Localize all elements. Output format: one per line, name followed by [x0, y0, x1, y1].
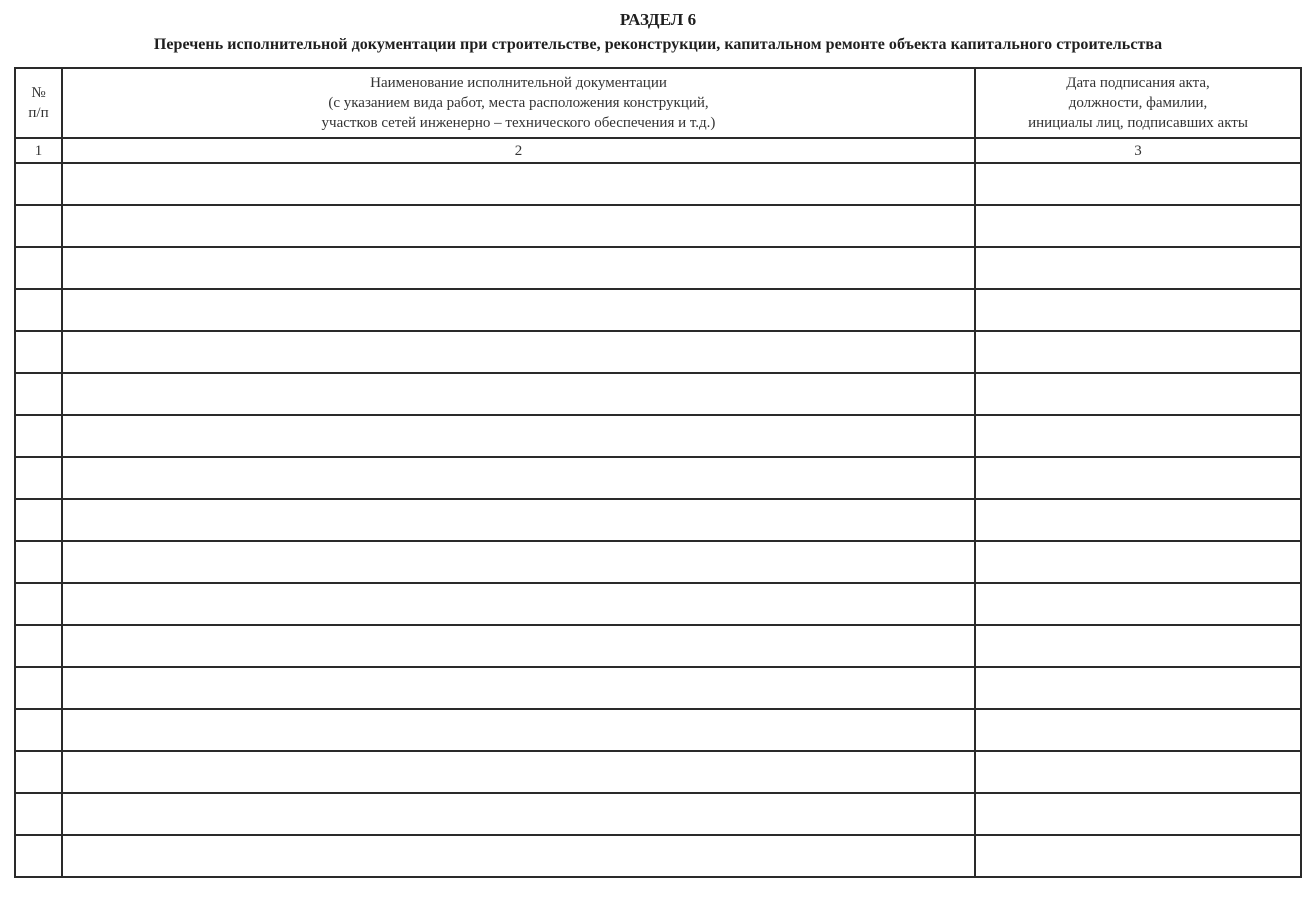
- row-doc-name-cell: [62, 205, 975, 247]
- row-sign-date-cell: [975, 541, 1301, 583]
- row-doc-name-cell: [62, 751, 975, 793]
- row-doc-name-cell: [62, 625, 975, 667]
- row-sign-date-cell: [975, 751, 1301, 793]
- table-row: [15, 247, 1301, 289]
- row-doc-name-cell: [62, 499, 975, 541]
- header-doc-name-line: (с указанием вида работ, места расположения конструкций,: [328, 95, 709, 111]
- row-doc-name-cell: [62, 247, 975, 289]
- row-number-cell: [15, 541, 62, 583]
- header-sign-date-line: Дата подписания акта,: [1066, 75, 1210, 91]
- row-doc-name-cell: [62, 583, 975, 625]
- row-doc-name-cell: [62, 415, 975, 457]
- row-sign-date-cell: [975, 457, 1301, 499]
- table-row: [15, 457, 1301, 499]
- header-number: [15, 68, 62, 138]
- row-number-cell: [15, 289, 62, 331]
- row-number-cell: [15, 415, 62, 457]
- row-number-cell: [15, 709, 62, 751]
- table-row: [15, 163, 1301, 205]
- column-number: 1: [15, 138, 62, 163]
- row-doc-name-cell: [62, 541, 975, 583]
- header-sign-date-line: должности, фамилии,: [1068, 95, 1208, 111]
- table-row: [15, 625, 1301, 667]
- row-doc-name-cell: [62, 793, 975, 835]
- row-number-cell: [15, 331, 62, 373]
- table-row: [15, 499, 1301, 541]
- row-doc-name-cell: [62, 373, 975, 415]
- row-sign-date-cell: [975, 289, 1301, 331]
- row-number-cell: [15, 163, 62, 205]
- row-sign-date-cell: [975, 667, 1301, 709]
- row-number-cell: [15, 625, 62, 667]
- section-title: Перечень исполнительной документации при строительстве, реконструкции, капитальном ремонте объекта капитального строительства: [153, 36, 1163, 53]
- documentation-table: [14, 67, 1302, 878]
- row-number-cell: [15, 583, 62, 625]
- row-sign-date-cell: [975, 205, 1301, 247]
- table-row: [15, 205, 1301, 247]
- column-number-row: [15, 138, 1301, 163]
- column-number: 3: [975, 138, 1301, 163]
- row-number-cell: [15, 793, 62, 835]
- row-number-cell: [15, 499, 62, 541]
- header-sign-date: [975, 68, 1301, 138]
- row-number-cell: [15, 373, 62, 415]
- row-sign-date-cell: [975, 247, 1301, 289]
- table-row: [15, 289, 1301, 331]
- row-number-cell: [15, 835, 62, 877]
- row-sign-date-cell: [975, 163, 1301, 205]
- table-row: [15, 415, 1301, 457]
- header-doc-name: [62, 68, 975, 138]
- table-row: [15, 751, 1301, 793]
- row-sign-date-cell: [975, 793, 1301, 835]
- row-doc-name-cell: [62, 331, 975, 373]
- table-row: [15, 709, 1301, 751]
- row-doc-name-cell: [62, 835, 975, 877]
- row-number-cell: [15, 751, 62, 793]
- table-header-row: [15, 68, 1301, 138]
- section-number: РАЗДЕЛ 6: [619, 10, 697, 29]
- row-sign-date-cell: [975, 415, 1301, 457]
- row-sign-date-cell: [975, 583, 1301, 625]
- table-row: [15, 667, 1301, 709]
- row-doc-name-cell: [62, 163, 975, 205]
- table-row: [15, 331, 1301, 373]
- table-row: [15, 793, 1301, 835]
- column-number: 2: [62, 138, 975, 163]
- table-row: [15, 541, 1301, 583]
- row-sign-date-cell: [975, 625, 1301, 667]
- header-number-line: №: [31, 85, 46, 101]
- row-sign-date-cell: [975, 331, 1301, 373]
- row-sign-date-cell: [975, 709, 1301, 751]
- header-doc-name-line: участков сетей инженерно – технического обеспечения и т.д.): [321, 115, 716, 131]
- row-sign-date-cell: [975, 373, 1301, 415]
- row-sign-date-cell: [975, 499, 1301, 541]
- row-number-cell: [15, 205, 62, 247]
- table-row: [15, 835, 1301, 877]
- row-number-cell: [15, 247, 62, 289]
- table-row: [15, 373, 1301, 415]
- row-number-cell: [15, 457, 62, 499]
- row-sign-date-cell: [975, 835, 1301, 877]
- table-row: [15, 583, 1301, 625]
- header-doc-name-line: Наименование исполнительной документации: [370, 75, 667, 91]
- row-doc-name-cell: [62, 709, 975, 751]
- row-number-cell: [15, 667, 62, 709]
- table-body: [15, 163, 1301, 877]
- header-sign-date-line: инициалы лиц, подписавших акты: [1028, 115, 1248, 131]
- row-doc-name-cell: [62, 457, 975, 499]
- header-number-line: п/п: [28, 105, 49, 121]
- row-doc-name-cell: [62, 289, 975, 331]
- row-doc-name-cell: [62, 667, 975, 709]
